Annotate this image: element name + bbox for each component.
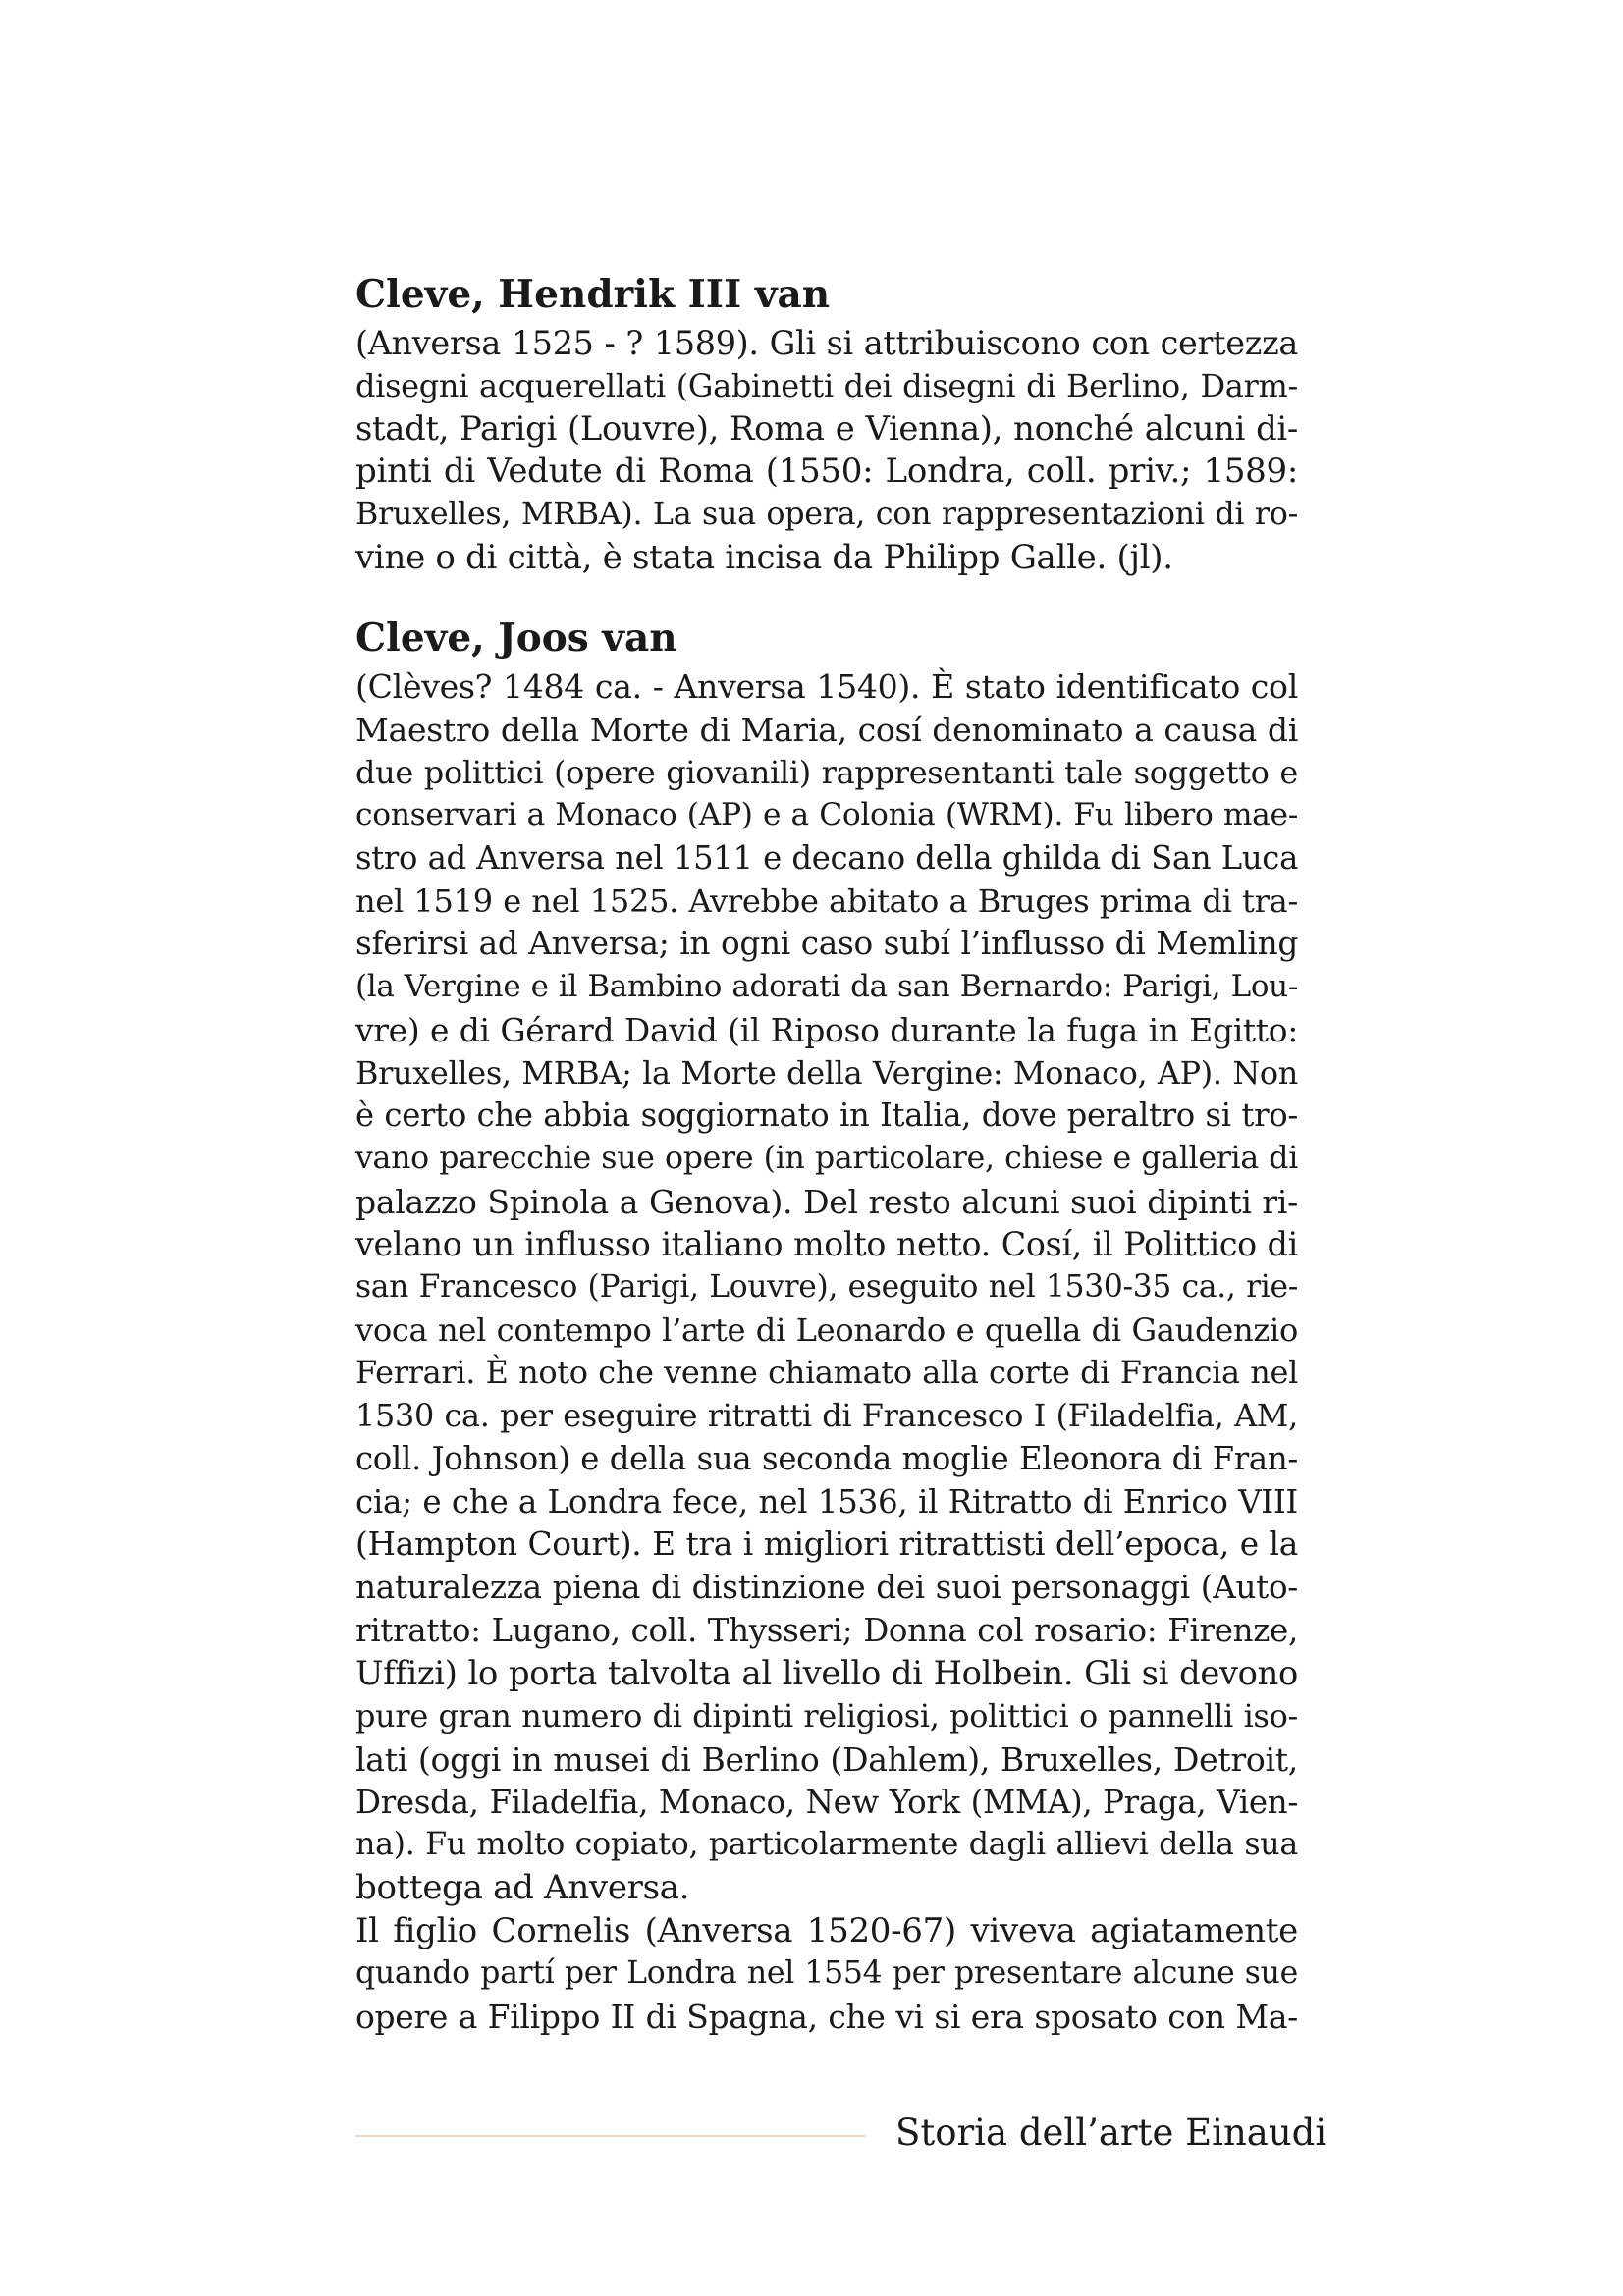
text-line: quando partí per Londra nel 1554 per presentare alcune sue [355, 1955, 1298, 1992]
text-line: sferirsi ad Anversa; in ogni caso subí l’influsso di Memling [355, 925, 1298, 963]
text-line: Ferrari. È noto che venne chiamato alla corte di Francia nel [355, 1354, 1298, 1392]
text-line: Maestro della Morte di Maria, cosí denominato a causa di [355, 710, 1298, 749]
text-line: opere a Filippo II di Spagna, che vi si era sposato con Ma- [355, 1998, 1298, 2037]
text-line: bottega ad Anversa. [355, 1867, 690, 1907]
text-line: naturalezza piena di distinzione dei suoi personaggi (Auto- [355, 1568, 1298, 1606]
text-line: voca nel contempo l’arte di Leonardo e quella di Gaudenzio [355, 1310, 1298, 1349]
text-line: due polittici (opere giovanili) rappresentanti tale soggetto e [355, 753, 1298, 791]
entry-title-hendrik: Cleve, Hendrik III van [355, 272, 831, 317]
text-line: cia; e che a Londra fece, nel 1536, il Ritratto di Enrico VIII [355, 1482, 1298, 1521]
entry-text-hendrik [355, 322, 1298, 579]
text-line: (Clèves? 1484 ca. - Anversa 1540). È stato identificato col [355, 667, 1298, 707]
text-line: Uffizi) lo porta talvolta al livello di Holbein. Gli si devono [355, 1654, 1298, 1693]
content-column [355, 267, 1298, 2039]
entry-title-joos: Cleve, Joos van [355, 615, 677, 662]
text-line: pinti di Vedute di Roma (1550: Londra, coll. priv.; 1589: [355, 452, 1298, 492]
text-line: Bruxelles, MRBA; la Morte della Vergine: Monaco, AP). Non [355, 1053, 1298, 1092]
text-line: pure gran numero di dipinti religiosi, polittici o pannelli iso- [355, 1697, 1298, 1735]
text-line: Il figlio Cornelis (Anversa 1520-67) viveva agiatamente [355, 1910, 1298, 1950]
text-line: Dresda, Filadelfia, Monaco, New York (MMA), Praga, Vien- [355, 1783, 1298, 1821]
text-line: disegni acquerellati (Gabinetti dei disegni di Berlino, Darm- [355, 366, 1298, 404]
text-line: na). Fu molto copiato, particolarmente dagli allievi della sua [355, 1827, 1298, 1863]
text-line: (Anversa 1525 - ? 1589). Gli si attribuiscono con certezza [355, 324, 1298, 362]
text-line: nel 1519 e nel 1525. Avrebbe abitato a Bruges prima di tra- [355, 881, 1298, 920]
text-line: è certo che abbia soggiornato in Italia, dove peraltro si tro- [355, 1096, 1298, 1135]
text-line: Bruxelles, MRBA). La sua opera, con rappresentazioni di ro- [355, 496, 1298, 532]
footer-rule [355, 2135, 866, 2137]
entry-gap [355, 579, 1298, 611]
text-line: vine o di città, è stata incisa da Philipp Galle. (jl). [355, 537, 1173, 577]
text-line: 1530 ca. per eseguire ritratti di Francesco I (Filadelfia, AM, [355, 1397, 1298, 1435]
text-line: vano parecchie sue opere (in particolare, chiese e galleria di [355, 1140, 1298, 1176]
text-line: (la Vergine e il Bambino adorati da san Bernardo: Parigi, Lou- [355, 969, 1298, 1005]
text-line: coll. Johnson) e della sua seconda moglie Eleonora di Fran- [355, 1439, 1298, 1477]
text-line: palazzo Spinola a Genova). Del resto alcuni suoi dipinti ri- [355, 1182, 1298, 1221]
text-line: ritratto: Lugano, coll. Thysseri; Donna col rosario: Firenze, [355, 1611, 1298, 1649]
entry-text-joos [355, 666, 1298, 2039]
footer-title: Storia dell’arte Einaudi [895, 2111, 1327, 2154]
text-line: stadt, Parigi (Louvre), Roma e Vienna), nonché alcuni di- [355, 409, 1298, 449]
text-line: (Hampton Court). E tra i migliori ritrattisti dell’epoca, e la [355, 1525, 1298, 1564]
text-line: velano un influsso italiano molto netto. Cosí, il Polittico di [355, 1225, 1298, 1264]
text-line: lati (oggi in musei di Berlino (Dahlem), Bruxelles, Detroit, [355, 1739, 1298, 1779]
text-line: stro ad Anversa nel 1511 e decano della ghilda di San Luca [355, 839, 1298, 878]
text-line: conservari a Monaco (AP) e a Colonia (WRM). Fu libero mae- [355, 797, 1298, 833]
text-line: vre) e di Gérard David (il Riposo durante la fuga in Egitto: [355, 1010, 1298, 1049]
text-line: san Francesco (Parigi, Louvre), eseguito nel 1530-35 ca., rie- [355, 1269, 1298, 1306]
